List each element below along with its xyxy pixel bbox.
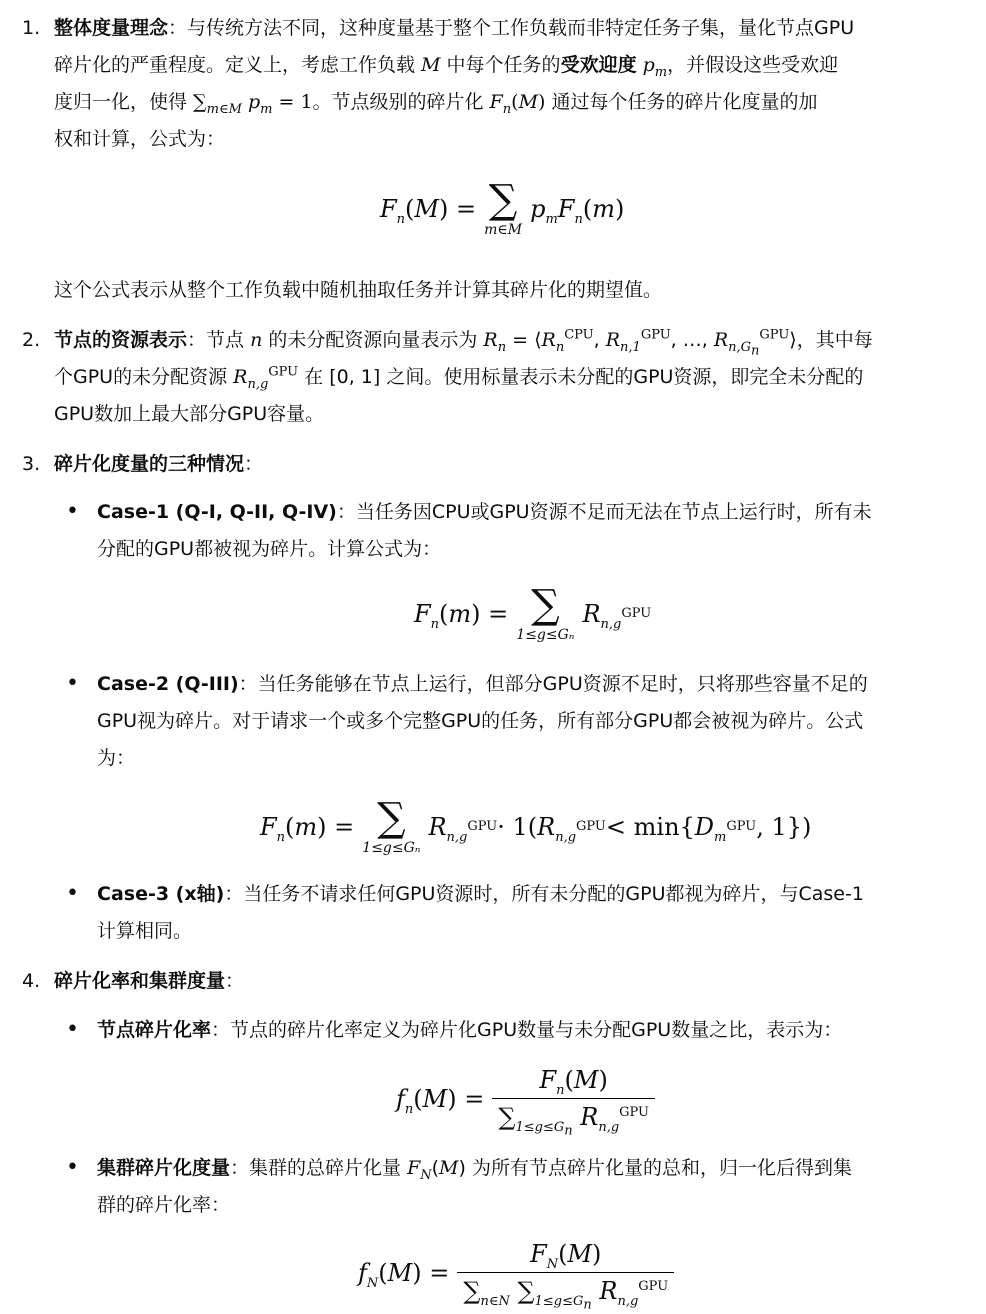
formula-cluster-rate: $f_N$ ( M ) = $\frac{F_N(M)}{\sum_{n\in N} \sum_{1\le g\le G_n} R_{n,g}^{GPU}}$: [358, 1240, 674, 1305]
bullet: •: [66, 1155, 79, 1180]
formula-node-rate: $f_n$ ( M ) = $\frac{F_n(M)}{\sum_{1\le g\le G_n} R_{n,g}^{GPU}}$: [396, 1066, 655, 1131]
bullet: •: [66, 881, 79, 906]
list-number: 1.: [22, 17, 41, 39]
item-4-title: 碎片化率和集群度量：: [54, 970, 245, 992]
case-3-text: Case-3 (x轴)：当任务不请求任何GPU资源时，所有未分配的GPU都视为碎片，与Case-1 计算相同。: [97, 883, 864, 942]
list-number: 4.: [22, 970, 41, 992]
list-number: 3.: [22, 453, 41, 475]
bullet: •: [66, 1017, 79, 1042]
item-2-text: 节点的资源表示：节点 n 的未分配资源向量表示为 $R_n$ = $⟨R_n^{CPU}$, $R_{n,1}^{GPU}$, …, $R_{n,G_n}^{GPU}⟩$，其中每 个GPU的未分配资源 $R_{n,g}^{GPU}$ 在 [0, 1] 之间。使用标量表示未分配的GPU资源，即完全未分配的 GPU数加上最大部分GPU容量。: [54, 327, 873, 425]
formula-case-2: $F_n$ ( m ) = ∑ 1≤g≤Gₙ $R_{n,g}$ GPU · 1( $R_{n,g}$ GPU < min{ $D_m$ GPU , 1}): [260, 795, 812, 856]
item-1-after: 这个公式表示从整个工作负载中随机抽取任务并计算其碎片化的期望值。: [54, 279, 663, 301]
bullet: •: [66, 671, 79, 696]
formula-workload-fragmentation: $F_n$ ( M ) = ∑ m∈M $p_mF_n$ ( m ): [380, 177, 625, 238]
item-title: 节点的资源表示: [54, 329, 188, 351]
item-1-line-2: 碎片化的严重程度。定义上，考虑工作负载 M 中每个任务的受欢迎度 $p_m$，并假设这些受欢迎: [54, 54, 839, 80]
case-1-text: Case-1 (Q-I, Q-II, Q-IV)：当任务因CPU或GPU资源不足而无法在节点上运行时，所有未 分配的GPU都被视为碎片。计算公式为：: [97, 501, 872, 560]
item-title: 整体度量理念: [54, 17, 169, 39]
item-1-text: 整体度量理念：与传统方法不同，这种度量基于整个工作负载而非特定任务子集，量化节点GPU 碎片化的严重程度。定义上，考虑工作负载 M 中每个任务的受欢迎度 $p_m$，并假设这些受欢迎 度归一化，使得 $\sum_{m\in M}$ $p_m = 1$。节点级别的碎片化 $F_n(M)$ 通过每个任务的碎片化度量的加 权和计算，公式为：: [54, 17, 855, 150]
cluster-metric-text: 集群碎片化度量：集群的总碎片化量 $F_N(M)$ 为所有节点碎片化量的总和，归一化后得到集 群的碎片化率：: [97, 1157, 852, 1216]
formula-case-1: $F_n$ ( m ) = ∑ 1≤g≤Gₙ $R_{n,g}$ GPU: [414, 582, 652, 643]
list-number: 2.: [22, 329, 41, 351]
item-1-line-3: 度归一化，使得 $\sum_{m\in M}$ $p_m = 1$。节点级别的碎片化 $F_n(M)$ 通过每个任务的碎片化度量的加: [54, 91, 818, 117]
case-2-text: Case-2 (Q-III)：当任务能够在节点上运行，但部分GPU资源不足时，只将那些容量不足的 GPU视为碎片。对于请求一个或多个完整GPU的任务，所有部分GPU都会被视为碎片。公式 为：: [97, 673, 868, 769]
node-rate-text: 节点碎片化率：节点的碎片化率定义为碎片化GPU数量与未分配GPU数量之比，表示为：: [97, 1019, 843, 1041]
item-3-title: 碎片化度量的三种情况：: [54, 453, 264, 475]
bullet: •: [66, 499, 79, 524]
